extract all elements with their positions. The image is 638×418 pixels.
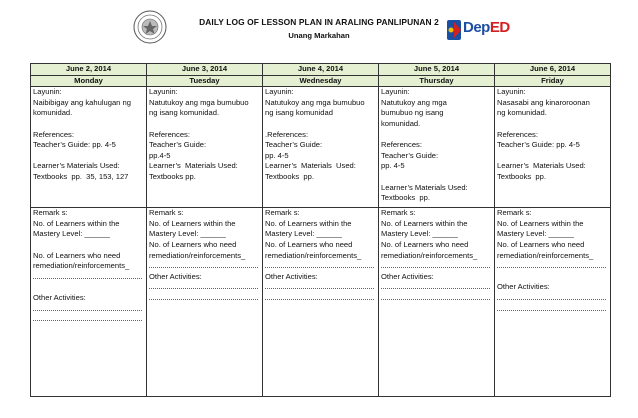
objective-line: pp.4-5 xyxy=(149,150,171,160)
dotted-fill-line xyxy=(497,293,608,304)
objective-line: Textbooks pp. 35, 153, 127 xyxy=(33,171,129,181)
objective-line: Natutukoy ang mga bumubuo xyxy=(265,97,365,107)
remark-line: Other Activities: xyxy=(381,271,434,281)
objectives-cell xyxy=(147,87,263,208)
remark-line: No. of Learners within the xyxy=(265,218,352,228)
remarks-row xyxy=(31,208,611,397)
objective-line: Teacher’s Guide: xyxy=(149,140,207,150)
dotted-fill-line xyxy=(265,261,376,272)
day-cell: Tuesday xyxy=(147,75,263,87)
objective-line: ng isang komunidad. xyxy=(149,108,220,118)
objective-line: bumubuo ng isang xyxy=(381,108,444,118)
remark-line: remediation/reinforcements_ xyxy=(33,261,130,271)
objective-line: Learner’s Materials Used: xyxy=(497,161,586,171)
remark-line: remediation/reinforcements_ xyxy=(497,250,594,260)
objective-line: Learner’s Materials Used: xyxy=(265,161,356,171)
objective-line: ng komunidad. xyxy=(497,108,547,118)
dotted-fill-line xyxy=(381,282,492,293)
day-cell: Monday xyxy=(31,75,147,87)
objective-line: komunidad. xyxy=(381,118,421,128)
objective-line: References: xyxy=(33,129,74,139)
objective-line xyxy=(149,119,260,130)
remark-line: Mastery Level: ______ xyxy=(381,229,458,239)
remark-line xyxy=(33,240,144,251)
remark-line: Other Activities: xyxy=(33,292,86,302)
dotted-fill-line xyxy=(381,261,492,272)
remark-line: No. of Learners who need xyxy=(149,239,237,249)
remark-line xyxy=(33,282,144,293)
remarks-cell xyxy=(379,208,495,397)
remark-line: Remark s: xyxy=(265,208,300,218)
objective-line: Layunin: xyxy=(149,87,178,97)
objective-line: ng isang komunidad xyxy=(265,108,333,118)
objective-line: Natutukoy ang mga bumubuo xyxy=(149,97,249,107)
remark-line: No. of Learners who need xyxy=(33,250,121,260)
objective-line: Teacher’s Guide: pp. 4-5 xyxy=(497,140,580,150)
objective-line: Teacher’s Guide: xyxy=(265,140,323,150)
remark-line: Mastery Level: ______ xyxy=(149,229,226,239)
objective-line: pp. 4-5 xyxy=(381,161,405,171)
remark-line: Remark s: xyxy=(381,208,416,218)
date-cell: June 4, 2014 xyxy=(263,64,379,76)
page-subtitle: Unang Markahan xyxy=(288,31,350,40)
remarks-cell xyxy=(31,208,147,397)
remark-line: Other Activities: xyxy=(265,271,318,281)
dotted-fill-line xyxy=(497,304,608,315)
objectives-cell xyxy=(379,87,495,208)
objective-line: Learner’s Materials Used: xyxy=(381,182,468,192)
remark-line: Mastery Level: ______ xyxy=(497,229,574,239)
objectives-cell xyxy=(263,87,379,208)
remark-line: Remark s: xyxy=(149,208,184,218)
objective-line xyxy=(33,119,144,130)
remark-line: Remark s: xyxy=(33,208,68,218)
date-cell: June 6, 2014 xyxy=(495,64,611,76)
objective-line xyxy=(381,172,492,183)
dotted-fill-line xyxy=(497,261,608,272)
dotted-fill-line xyxy=(149,293,260,304)
remark-line: No. of Learners within the xyxy=(149,218,236,228)
objective-line: Layunin: xyxy=(497,87,526,97)
objective-line: Layunin: xyxy=(381,87,410,97)
dotted-fill-line xyxy=(149,261,260,272)
remark-line: No. of Learners within the xyxy=(497,218,584,228)
objective-line: Textbooks pp. xyxy=(497,171,546,181)
objective-line: Layunin: xyxy=(265,87,294,97)
objective-line: Learner’s Materials Used: xyxy=(33,161,120,171)
deped-logo xyxy=(446,17,516,43)
date-cell: June 5, 2014 xyxy=(379,64,495,76)
day-cell: Wednesday xyxy=(263,75,379,87)
objective-line: Teacher’s Guide: pp. 4-5 xyxy=(33,140,116,150)
objective-line xyxy=(497,151,608,162)
dotted-fill-line xyxy=(33,314,144,325)
objectives-cell xyxy=(495,87,611,208)
lesson-log-table xyxy=(30,63,611,397)
document-header xyxy=(0,0,638,60)
objective-line: Naibibigay ang kahulugan ng xyxy=(33,97,131,107)
objective-line: Textbooks pp. xyxy=(381,193,430,203)
objective-line: Learner’s Materials Used: xyxy=(149,161,238,171)
remark-line: No. of Learners who need xyxy=(497,239,585,249)
dotted-fill-line xyxy=(265,282,376,293)
remarks-cell xyxy=(263,208,379,397)
remark-line: Mastery Level: ______ xyxy=(33,229,110,239)
dotted-fill-line xyxy=(33,272,144,283)
objective-line xyxy=(33,151,144,162)
objective-line xyxy=(497,119,608,130)
remark-line: Other Activities: xyxy=(497,282,550,292)
remark-line: remediation/reinforcements_ xyxy=(265,250,362,260)
objective-line: References: xyxy=(149,129,190,139)
remarks-cell xyxy=(147,208,263,397)
objective-line: Textbooks pp. xyxy=(149,171,196,181)
objective-line: pp. 4-5 xyxy=(265,150,289,160)
objective-line: References: xyxy=(381,140,422,150)
remark-line: Mastery Level: ______ xyxy=(265,229,342,239)
day-row xyxy=(31,75,611,87)
objective-line: Nasasabi ang kinaroroonan xyxy=(497,97,590,107)
objective-line: Layunin: xyxy=(33,87,62,97)
remark-line: No. of Learners within the xyxy=(381,218,468,228)
objective-line: Natutukoy ang mga xyxy=(381,97,447,107)
deped-flag-icon xyxy=(446,18,464,42)
day-cell: Friday xyxy=(495,75,611,87)
objectives-row xyxy=(31,87,611,208)
dotted-fill-line xyxy=(381,293,492,304)
objective-line: komunidad. xyxy=(33,108,73,118)
remarks-cell xyxy=(495,208,611,397)
date-cell: June 3, 2014 xyxy=(147,64,263,76)
objective-line xyxy=(381,130,492,141)
dotted-fill-line xyxy=(149,282,260,293)
remark-line: No. of Learners within the xyxy=(33,218,120,228)
objective-line: Textbooks pp. xyxy=(265,171,314,181)
day-cell: Thursday xyxy=(379,75,495,87)
objective-line xyxy=(265,119,376,130)
remark-line: No. of Learners who need xyxy=(265,239,353,249)
deped-wordmark: DepED xyxy=(463,19,510,36)
remark-line: remediation/reinforcements_ xyxy=(149,250,246,260)
date-row xyxy=(31,64,611,76)
objective-line: References: xyxy=(497,129,538,139)
remark-line: remediation/reinforcements_ xyxy=(381,250,478,260)
dotted-fill-line xyxy=(265,293,376,304)
page-title: DAILY LOG OF LESSON PLAN IN ARALING PANLIPUNAN 2 xyxy=(199,17,439,27)
date-cell: June 2, 2014 xyxy=(31,64,147,76)
remark-line xyxy=(497,272,608,283)
remark-line: Remark s: xyxy=(497,208,532,218)
objective-line: .References: xyxy=(265,129,309,139)
remark-line: Other Activities: xyxy=(149,271,202,281)
dotted-fill-line xyxy=(33,304,144,315)
objective-line: Teacher’s Guide: xyxy=(381,150,439,160)
objectives-cell xyxy=(31,87,147,208)
remark-line: No. of Learners who need xyxy=(381,239,469,249)
